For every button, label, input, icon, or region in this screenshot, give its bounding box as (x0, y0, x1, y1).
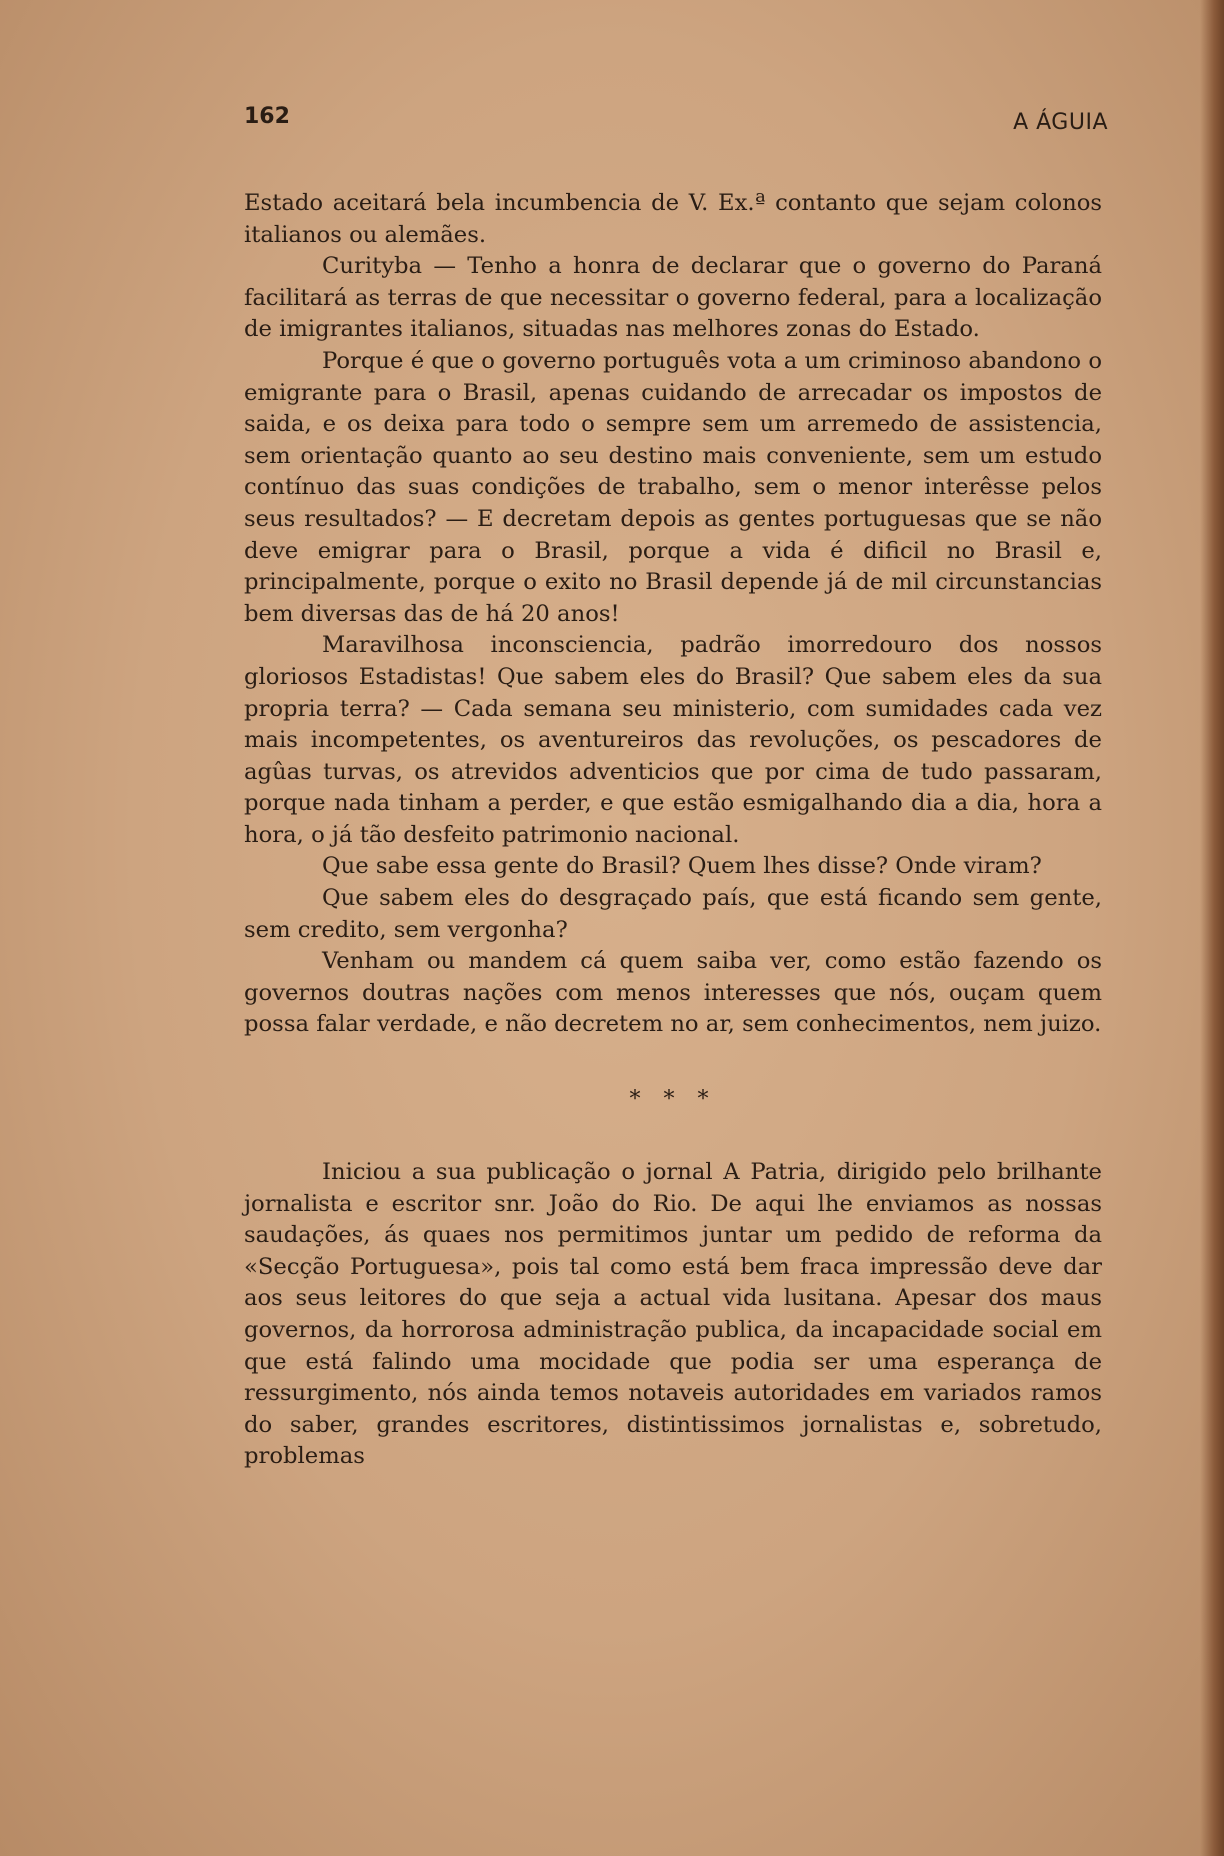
paragraph: Estado aceitará bela incumbencia de V. Ex.ª contanto que sejam colonos italianos ou alemães. (244, 190, 1102, 248)
paragraph: Que sabe essa gente do Brasil? Quem lhes disse? Onde viram? (322, 853, 1042, 880)
body-text (244, 188, 1102, 1473)
paragraph: Que sabem eles do desgraçado país, que está ficando sem gente, sem credito, sem vergonha? (244, 885, 1102, 943)
paragraph: Curityba — Tenho a honra de declarar que o governo do Paraná facilitará as terras de que necessitar o governo federal, para a localização de imigrantes italianos, situadas nas melhores zonas do Estado. (244, 253, 1102, 343)
page-number: 162 (244, 104, 290, 129)
paragraph: Venham ou mandem cá quem saiba ver, como estão fazendo os governos doutras nações com menos interesses que nós, ouçam quem possa falar verdade, e não decretem no ar, sem conhecimentos, nem juizo. (244, 948, 1102, 1038)
paragraph: Maravilhosa inconsciencia, padrão imorredouro dos nossos gloriosos Estadistas! Que sabem eles do Brasil? Que sabem eles da sua propria terra? — Cada semana seu ministerio, com sumidades cada vez mais incompetentes, os aventureiros das revoluções, os pescadores de agûas turvas, os atrevidos adventicios que por cima de tudo passaram, porque nada tinham a perder, e que estão esmigalhando dia a dia, hora a hora, o já tão desfeito patrimonio nacional. (244, 632, 1102, 848)
running-head: A ÁGUIA (1013, 110, 1108, 135)
section-separator: * * * (629, 1087, 717, 1113)
paragraph: Porque é que o governo português vota a um criminoso abandono o emigrante para o Brasil, apenas cuidando de arrecadar os impostos de saida, e os deixa para todo o sempre sem um arremedo de assistencia, sem orientação quanto ao seu destino mais conveniente, sem um estudo contínuo das suas condições de trabalho, sem o menor interêsse pelos seus resultados? — E decretam depois as gentes portuguesas que se não deve emigrar para o Brasil, porque a vida é dificil no Brasil e, principalmente, porque o exito no Brasil depende já de mil circunstancias bem diversas das de há 20 anos! (244, 347, 1102, 627)
paragraph: Iniciou a sua publicação o jornal A Patria, dirigido pelo brilhante jornalista e escritor snr. João do Rio. De aqui lhe enviamos as nossas saudações, ás quaes nos permitimos juntar um pedido de reforma da «Secção Portuguesa», pois tal como está bem fraca impressão deve dar aos seus leitores do que seja a actual vida lusitana. Apesar dos maus governos, da horrorosa administração publica, da incapacidade social em que está falindo uma mocidade que podia ser uma esperança de ressurgimento, nós ainda temos notaveis autoridades em variados ramos do saber, grandes escritores, distintissimos jornalistas e, sobretudo, problemas (244, 1159, 1102, 1470)
page-header (244, 104, 1108, 140)
page-edge (1200, 0, 1224, 1856)
